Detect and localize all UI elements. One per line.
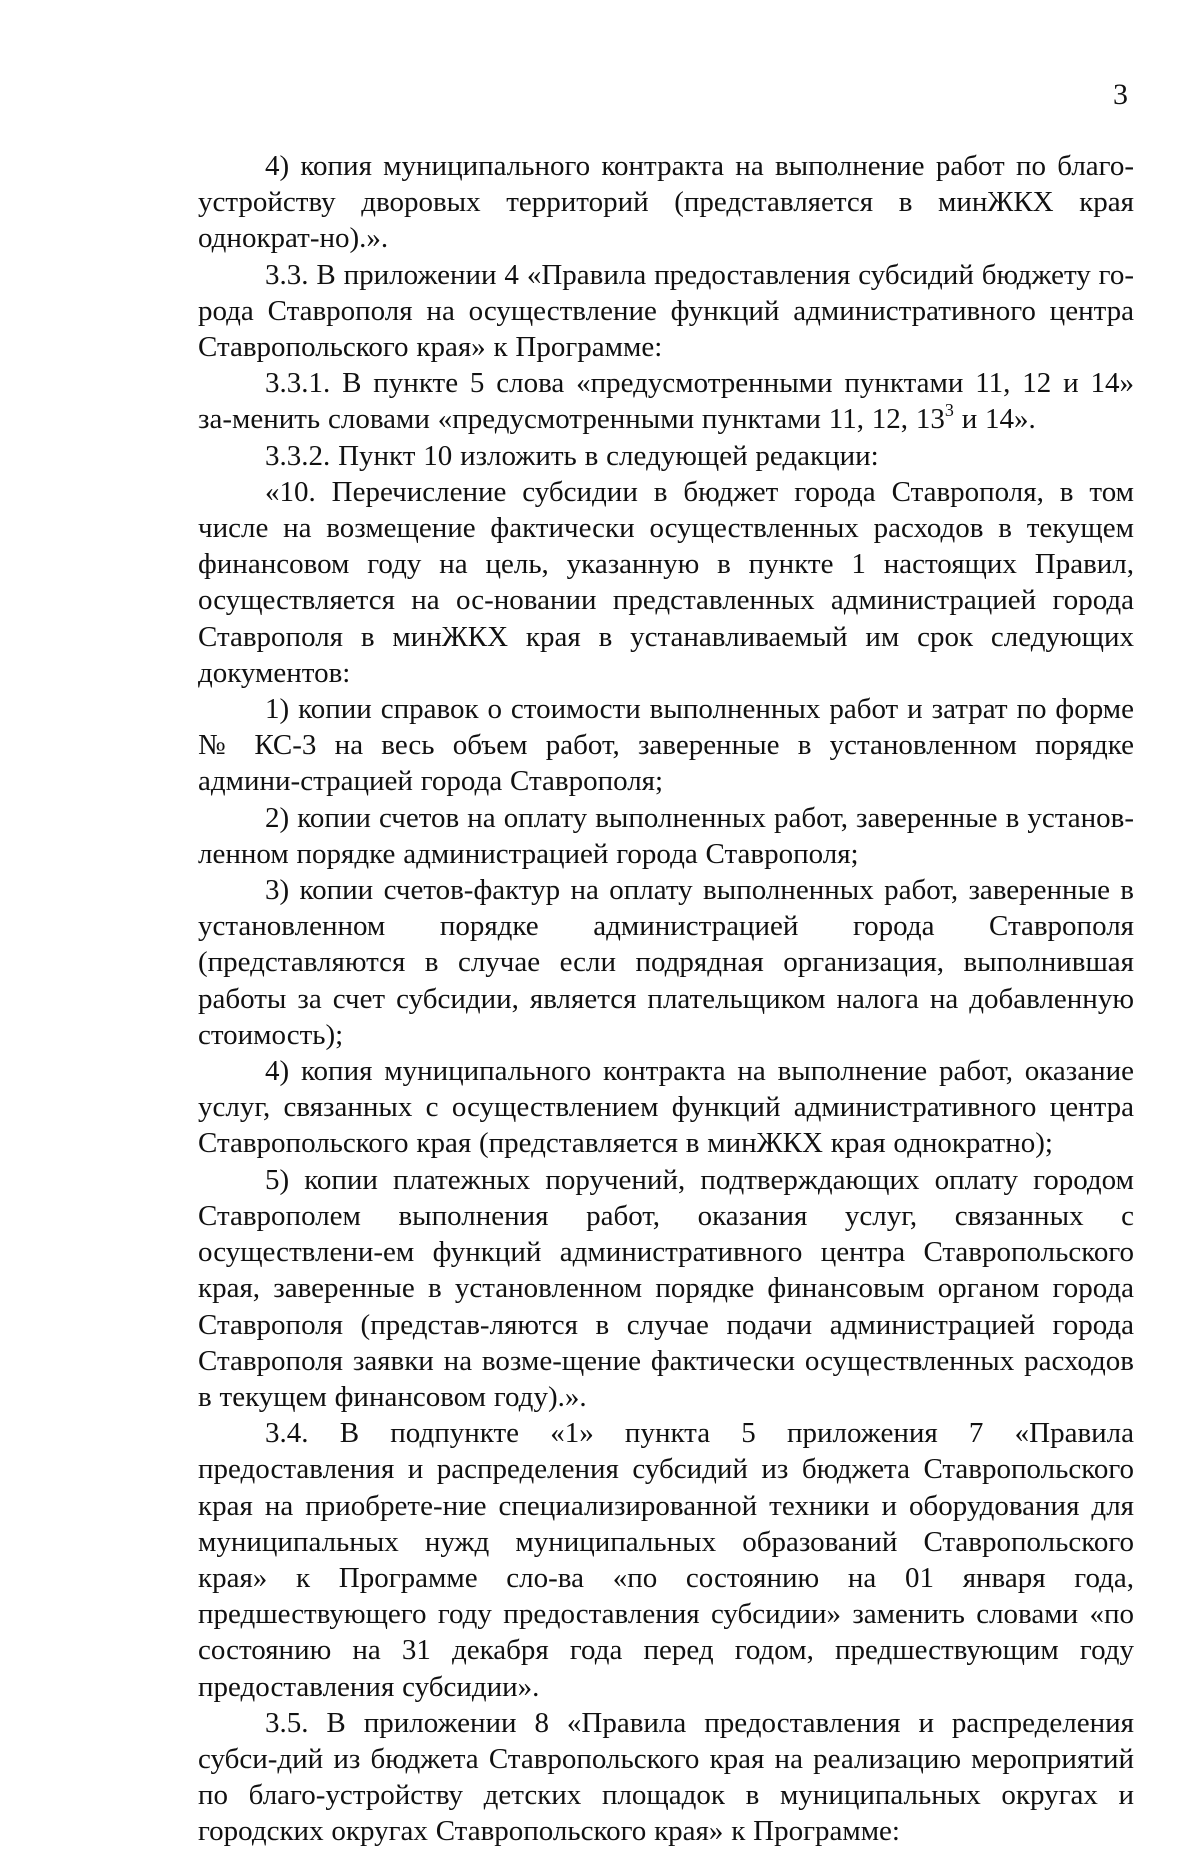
paragraph-3-3: 3.3. В приложении 4 «Правила предоставления субсидий бюджету го-рода Ставрополя на осуществление функций административного центра Ставропольского края» к Программе: [198,258,1134,364]
paragraph-3-3-1-text: 3.3.1. В пункте 5 слова «предусмотренными пунктами 11, 12 и 14» за-менить словами «предусмотренными пунктами 11, 12, 13 [198,367,1134,436]
paragraph-3-4: 3.4. В подпункте «1» пункта 5 приложения 7 «Правила предоставления и распределения субсидий из бюджета Ставропольского края на приобрете-ние специализированной техники и оборудования для муниципальных нужд муниципальных образований Ставропольского края» к Программе сло-ва «по состоянию на 01 января года, предшествующего году предоставления субсидии» заменить словами «по состоянию на 31 декабря года перед годом, предшествующим году предоставления субсидии». [198,1417,1134,1703]
document-body [198,148,1134,1850]
superscript-three: 3 [944,399,954,420]
list-item-2: 2) копии счетов на оплату выполненных работ, заверенные в установ-ленном порядке администрацией города Ставрополя; [198,801,1134,870]
list-item-5: 5) копии платежных поручений, подтверждающих оплату городом Ставрополем выполнения работ, оказания услуг, связанных с осуществлени-ем функций административного центра Ставропольского края, заверенные в установленном порядке финансовым органом города Ставрополя (представ-ляются в случае подачи администрацией города Ставрополя заявки на возме-щение фактически осуществленных расходов в текущем финансовом году).». [198,1163,1134,1413]
paragraph-3-3-2: 3.3.2. Пункт 10 изложить в следующей редакции: [265,439,879,472]
paragraph-10-transfer: «10. Перечисление субсидии в бюджет города Ставрополя, в том числе на возмещение фактически осуществленных расходов в текущем финансовом году на цель, указанную в пункте 1 настоящих Правил, осуществляется на ос-новании представленных администрацией города Ставрополя в минЖКХ края в устанавливаемый им срок следующих документов: [198,475,1134,689]
list-item-4: 4) копия муниципального контракта на выполнение работ, оказание услуг, связанных с осуществлением функций административного центра Ставропольского края (представляется в минЖКХ края однократно); [198,1055,1134,1160]
page-number: 3 [1113,78,1128,111]
paragraph-3-3-1 [198,365,1134,437]
paragraph-3-3-1-tail: и 14». [953,403,1036,436]
list-item-3: 3) копии счетов-фактур на оплату выполненных работ, заверенные в установленном порядке администрацией города Ставрополя (представляются в случае если подрядная организация, выполнившая работы за счет субсидии, является плательщиком налога на добавленную стоимость); [198,874,1134,1051]
paragraph-4-contract-copy: 4) копия муниципального контракта на выполнение работ по благо-устройству дворовых территорий (представляется в минЖКХ края однократ-но).». [198,150,1134,255]
paragraph-3-5: 3.5. В приложении 8 «Правила предоставления и распределения субси-дий из бюджета Ставропольского края на реализацию мероприятий по благо-устройству детских площадок в муниципальных округах и городских округах Ставропольского края» к Программе: [198,1706,1134,1848]
list-item-1: 1) копии справок о стоимости выполненных работ и затрат по форме № КС-3 на весь объем работ, заверенные в установленном порядке админи-страцией города Ставрополя; [198,693,1134,798]
